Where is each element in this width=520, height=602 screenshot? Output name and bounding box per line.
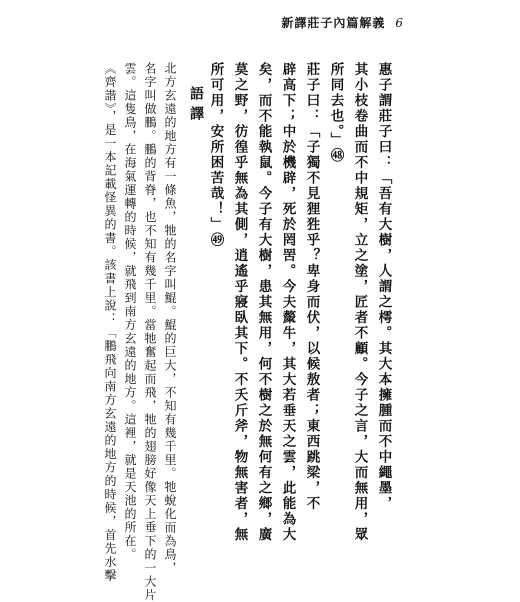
classical-line: 莊子曰：「子獨不見狸狌乎？卑身而伏，以候敖者；東西跳梁，不 (303, 62, 320, 512)
classical-line: 所同去也。」㊽ (327, 62, 344, 164)
translation-line: 雲。這隻鳥，在海氣運轉的時候，就飛到南方玄遠的地方。這裡，就是天池的所在。 (123, 62, 137, 562)
translation-line: 《齊諧》，是一本記載怪異的書。該書上說：「鵬飛向南方玄遠的地方的時候，首先水擊 (103, 62, 117, 583)
classical-line: 辟高下；中於機辟，死於罔罟。今夫斄牛，其大若垂天之雲，此能為大 (279, 62, 296, 543)
classical-line: 其小枝卷曲而不中規矩，立之塗，匠者不顧。今子之言，大而無用，眾 (351, 62, 368, 543)
classical-line: 惠子謂莊子曰：「吾有大樹，人謂之樗。其大本擁腫而不中繩墨， (375, 62, 392, 512)
classical-line: 矣，而不能執鼠。今子有大樹，患其無用，何不樹之於無何有之鄉，廣 (255, 62, 272, 543)
translation-line: 北方玄遠的地方有一條魚，牠的名字叫鯤。鯤的巨大，不知有幾千里。牠蛻化而為鳥， (163, 62, 177, 575)
classical-line: 莫之野，彷徨乎無為其側，逍遙乎寢臥其下。不夭斤斧，物無害者，無 (231, 62, 248, 543)
running-title: 新譯莊子內篇解義 (281, 16, 386, 30)
translation-line: 名字叫做鵬。鵬的背脊，也不知有幾千里。當牠奮起而飛，牠的翅膀好像天上垂下的一大片 (143, 62, 157, 602)
page-number: 6 (395, 16, 404, 30)
classical-line: 所可用，安所困苦哉！」㊾ (207, 62, 224, 248)
running-header (281, 14, 404, 31)
section-heading: 語譯 (188, 86, 204, 126)
